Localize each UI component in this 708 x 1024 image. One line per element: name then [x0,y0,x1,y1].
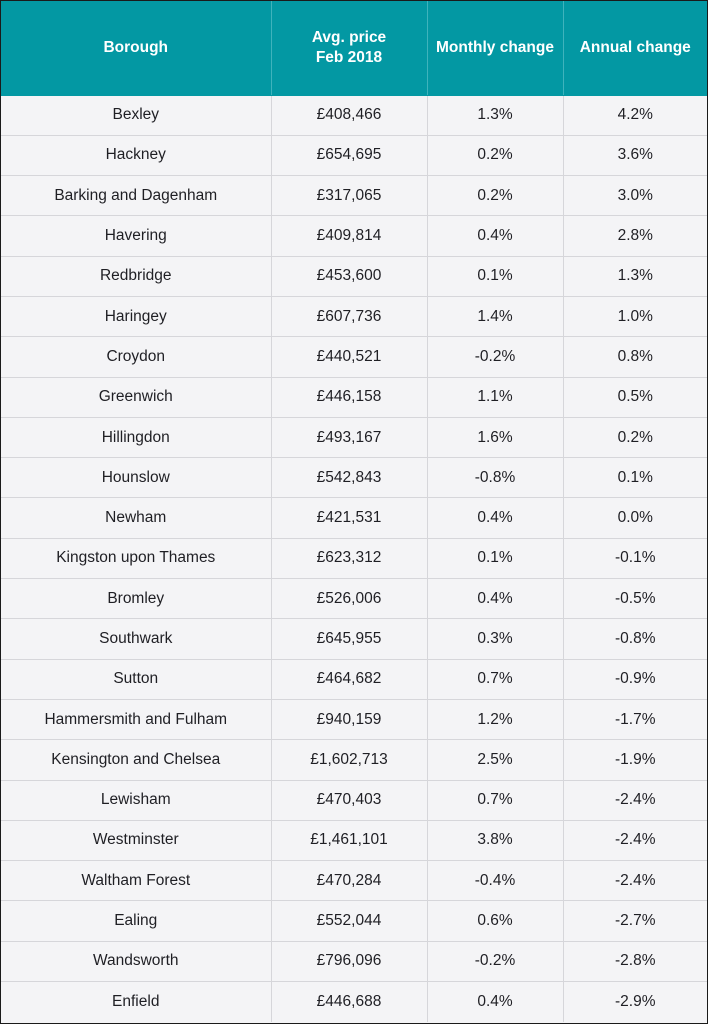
cell-monthly-change: 0.4% [427,216,563,256]
cell-annual-change: 4.2% [563,95,707,135]
cell-avg-price: £440,521 [271,337,427,377]
cell-avg-price: £446,158 [271,377,427,417]
table-row [1,417,707,457]
cell-avg-price: £796,096 [271,941,427,981]
cell-borough: Hackney [1,135,271,175]
cell-borough: Hounslow [1,458,271,498]
cell-avg-price: £453,600 [271,256,427,296]
cell-annual-change: -0.5% [563,579,707,619]
cell-borough: Southwark [1,619,271,659]
cell-annual-change: 0.1% [563,458,707,498]
cell-borough: Waltham Forest [1,861,271,901]
table-row [1,176,707,216]
cell-monthly-change: 0.3% [427,619,563,659]
cell-monthly-change: 1.2% [427,699,563,739]
cell-borough: Havering [1,216,271,256]
cell-annual-change: -2.8% [563,941,707,981]
header-borough: Borough [1,1,271,95]
table-row [1,780,707,820]
cell-avg-price: £1,461,101 [271,820,427,860]
cell-borough: Hammersmith and Fulham [1,699,271,739]
header-avg-price [271,1,427,95]
cell-monthly-change: -0.4% [427,861,563,901]
header-avg-price-line1: Avg. price [311,28,387,46]
cell-monthly-change: 1.4% [427,296,563,336]
table-row [1,820,707,860]
cell-monthly-change: 1.3% [427,95,563,135]
table-header [1,1,707,95]
table-row [1,861,707,901]
cell-borough: Kensington and Chelsea [1,740,271,780]
cell-annual-change: 0.0% [563,498,707,538]
table-row [1,901,707,941]
cell-annual-change: -1.9% [563,740,707,780]
cell-avg-price: £940,159 [271,699,427,739]
cell-annual-change: 2.8% [563,216,707,256]
cell-annual-change: 3.6% [563,135,707,175]
table-row [1,296,707,336]
cell-avg-price: £1,602,713 [271,740,427,780]
cell-avg-price: £446,688 [271,982,427,1022]
cell-avg-price: £623,312 [271,538,427,578]
cell-monthly-change: 2.5% [427,740,563,780]
table-row [1,337,707,377]
cell-annual-change: -2.9% [563,982,707,1022]
cell-annual-change: 0.2% [563,417,707,457]
cell-borough: Ealing [1,901,271,941]
cell-annual-change: -1.7% [563,699,707,739]
table-row [1,619,707,659]
cell-avg-price: £408,466 [271,95,427,135]
table-row [1,659,707,699]
cell-annual-change: -0.1% [563,538,707,578]
cell-borough: Sutton [1,659,271,699]
cell-annual-change: -2.4% [563,861,707,901]
table-row [1,538,707,578]
cell-monthly-change: 0.2% [427,135,563,175]
table-row [1,982,707,1022]
cell-monthly-change: 1.1% [427,377,563,417]
cell-borough: Newham [1,498,271,538]
cell-monthly-change: 0.6% [427,901,563,941]
cell-avg-price: £421,531 [271,498,427,538]
table-row [1,740,707,780]
cell-borough: Lewisham [1,780,271,820]
cell-borough: Bexley [1,95,271,135]
cell-monthly-change: -0.2% [427,337,563,377]
cell-monthly-change: 0.4% [427,579,563,619]
cell-monthly-change: -0.2% [427,941,563,981]
cell-annual-change: -2.7% [563,901,707,941]
table-row [1,579,707,619]
cell-monthly-change: 0.7% [427,659,563,699]
header-monthly-change: Monthly change [427,1,563,95]
cell-monthly-change: 0.4% [427,498,563,538]
cell-avg-price: £409,814 [271,216,427,256]
cell-avg-price: £493,167 [271,417,427,457]
cell-monthly-change: 0.7% [427,780,563,820]
table-row [1,377,707,417]
cell-avg-price: £607,736 [271,296,427,336]
cell-borough: Wandsworth [1,941,271,981]
cell-borough: Bromley [1,579,271,619]
cell-monthly-change: 0.1% [427,538,563,578]
cell-avg-price: £645,955 [271,619,427,659]
table-row [1,458,707,498]
header-row [1,1,707,95]
cell-annual-change: -0.9% [563,659,707,699]
table-row [1,699,707,739]
cell-annual-change: 1.3% [563,256,707,296]
cell-borough: Enfield [1,982,271,1022]
header-annual-change: Annual change [563,1,707,95]
table-row [1,216,707,256]
cell-monthly-change: 0.4% [427,982,563,1022]
table-row [1,256,707,296]
cell-avg-price: £552,044 [271,901,427,941]
table-row [1,498,707,538]
cell-avg-price: £317,065 [271,176,427,216]
cell-borough: Kingston upon Thames [1,538,271,578]
table-body [1,95,707,1022]
cell-annual-change: 0.5% [563,377,707,417]
cell-avg-price: £470,403 [271,780,427,820]
cell-annual-change: -0.8% [563,619,707,659]
cell-borough: Westminster [1,820,271,860]
table-row [1,941,707,981]
cell-avg-price: £464,682 [271,659,427,699]
cell-annual-change: 3.0% [563,176,707,216]
cell-borough: Redbridge [1,256,271,296]
cell-monthly-change: 0.1% [427,256,563,296]
table-row [1,95,707,135]
cell-annual-change: 0.8% [563,337,707,377]
cell-avg-price: £470,284 [271,861,427,901]
cell-borough: Croydon [1,337,271,377]
cell-monthly-change: 3.8% [427,820,563,860]
cell-annual-change: -2.4% [563,820,707,860]
cell-avg-price: £526,006 [271,579,427,619]
cell-borough: Barking and Dagenham [1,176,271,216]
cell-borough: Hillingdon [1,417,271,457]
cell-annual-change: -2.4% [563,780,707,820]
cell-avg-price: £542,843 [271,458,427,498]
cell-avg-price: £654,695 [271,135,427,175]
borough-price-table [1,1,707,1022]
cell-borough: Greenwich [1,377,271,417]
table-row [1,135,707,175]
cell-monthly-change: 0.2% [427,176,563,216]
header-avg-price-line2: Feb 2018 [315,48,383,66]
cell-borough: Haringey [1,296,271,336]
cell-monthly-change: 1.6% [427,417,563,457]
cell-monthly-change: -0.8% [427,458,563,498]
cell-annual-change: 1.0% [563,296,707,336]
